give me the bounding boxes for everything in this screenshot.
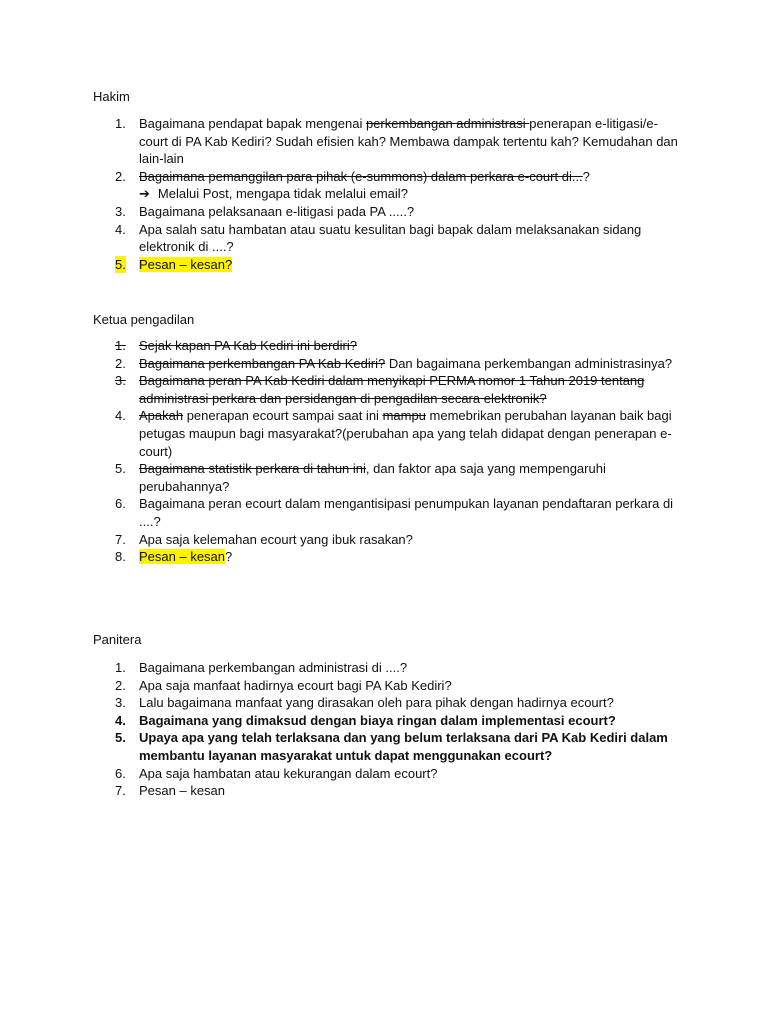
item-text: Apa saja kelemahan ecourt yang ibuk rasakan? xyxy=(139,531,413,547)
list-item xyxy=(93,782,683,800)
item-text: memebrikan perubahan layanan baik bagi petugas maupun bagi masyarakat?(perubahan apa yang telah didapat dengan penerapan e-court) xyxy=(139,408,672,459)
list-item xyxy=(93,531,683,549)
struck-text: Bagaimana perkembangan PA Kab Kediri? xyxy=(139,355,386,371)
question-list-panitera xyxy=(93,659,683,800)
highlighted-text: Pesan – kesan? xyxy=(139,256,233,272)
item-text: Lalu bagaimana manfaat yang dirasakan oleh para pihak dengan hadirnya ecourt? xyxy=(139,695,614,711)
item-number: 7. xyxy=(115,783,126,799)
item-number: 3. xyxy=(115,695,126,711)
item-text: Bagaimana pelaksanaan e-litigasi pada PA .....? xyxy=(139,203,415,219)
item-text: Bagaimana peran ecourt dalam mengantisipasi penumpukan layanan pendaftaran perkara di ....? xyxy=(139,496,674,529)
item-number: 2. xyxy=(115,355,126,371)
struck-text: perkembangan administrasi xyxy=(365,116,530,131)
item-number: 4. xyxy=(115,221,126,237)
list-item xyxy=(93,337,683,355)
item-number: 7. xyxy=(115,531,126,547)
section-heading-hakim: Hakim xyxy=(93,89,130,104)
struck-text: Sejak kapan PA Kab Kediri ini berdiri? xyxy=(139,338,357,353)
sub-point-text: Melalui Post, mengapa tidak melalui email? xyxy=(157,186,408,202)
item-text: Apa saja manfaat hadirnya ecourt bagi PA Kab Kediri? xyxy=(139,677,452,693)
item-text: ? xyxy=(225,549,233,565)
arrow-icon: ➔ xyxy=(139,186,150,202)
list-item xyxy=(93,115,683,168)
item-text: Bagaimana perkembangan administrasi di ....? xyxy=(139,660,408,675)
list-item xyxy=(93,677,683,695)
list-item xyxy=(93,203,683,221)
item-text: Bagaimana yang dimaksud dengan biaya ringan dalam implementasi ecourt? xyxy=(139,712,616,728)
item-text: Pesan – kesan xyxy=(139,783,226,799)
item-text: Apa salah satu hambatan atau suatu kesulitan bagi bapak dalam melaksanakan sidang elektronik di ....? xyxy=(139,221,642,255)
item-number: 8. xyxy=(115,549,126,565)
list-item xyxy=(93,729,683,764)
item-number: 5. xyxy=(115,730,126,746)
item-number: 6. xyxy=(115,765,126,781)
item-text: Bagaimana pendapat bapak mengenai xyxy=(139,116,366,131)
highlighted-text: Pesan – kesan xyxy=(139,549,226,565)
list-item xyxy=(93,168,683,203)
item-text: Apa saja hambatan atau kekurangan dalam ecourt? xyxy=(139,765,438,781)
question-list-hakim xyxy=(93,115,683,273)
section-heading-panitera: Panitera xyxy=(93,632,142,647)
list-item xyxy=(93,221,683,256)
item-text: penerapan e-litigasi/e-court di PA Kab Kediri? Sudah efisien kah? Membawa dampak tertentu kah? Kemudahan dan lain-lain xyxy=(139,116,678,167)
item-number: 5. xyxy=(115,256,126,272)
list-item xyxy=(93,460,683,495)
struck-text: Bagaimana pemanggilan para pihak (e-summons) dalam perkara e-court di... xyxy=(139,168,583,184)
item-text: Upaya apa yang telah terlaksana dan yang belum terlaksana dari PA Kab Kediri dalam membantu layanan masyarakat untuk dapat menggunakan ecourt? xyxy=(139,730,668,763)
sub-point xyxy=(139,185,683,203)
item-number: 1. xyxy=(115,116,126,131)
list-item xyxy=(93,372,683,407)
item-number: 6. xyxy=(115,496,126,512)
item-number: 3. xyxy=(115,373,126,389)
list-item xyxy=(93,548,683,566)
section-heading-ketua-pengadilan: Ketua pengadilan xyxy=(93,312,195,327)
list-item xyxy=(93,407,683,460)
question-list-ketua-pengadilan xyxy=(93,337,683,566)
item-text: , dan faktor apa saja yang mempengaruhi perubahannya? xyxy=(139,461,606,494)
item-number: 3. xyxy=(115,203,126,219)
item-number: 1. xyxy=(115,338,126,353)
item-text: ? xyxy=(582,168,590,184)
struck-text: Bagaimana peran PA Kab Kediri dalam menyikapi PERMA nomor 1 Tahun 2019 tentang administrasi perkara dan persidangan di pengadilan secara elektronik? xyxy=(139,373,645,406)
list-item xyxy=(93,659,683,677)
item-number: 4. xyxy=(115,712,126,728)
item-number: 2. xyxy=(115,677,126,693)
list-item xyxy=(93,712,683,730)
item-number: 5. xyxy=(115,461,126,477)
item-number: 1. xyxy=(115,660,126,675)
item-text: penerapan ecourt sampai saat ini xyxy=(183,408,383,424)
struck-text: Apakah xyxy=(139,408,184,424)
item-text: Dan bagaimana perkembangan administrasinya? xyxy=(385,355,673,371)
struck-text: Bagaimana statistik perkara di tahun ini xyxy=(139,461,366,477)
struck-text: mampu xyxy=(382,408,426,424)
list-item xyxy=(93,256,683,274)
list-item xyxy=(93,495,683,530)
list-item xyxy=(93,765,683,783)
item-number: 2. xyxy=(115,168,126,184)
list-item xyxy=(93,355,683,373)
item-number: 4. xyxy=(115,408,126,424)
list-item xyxy=(93,694,683,712)
